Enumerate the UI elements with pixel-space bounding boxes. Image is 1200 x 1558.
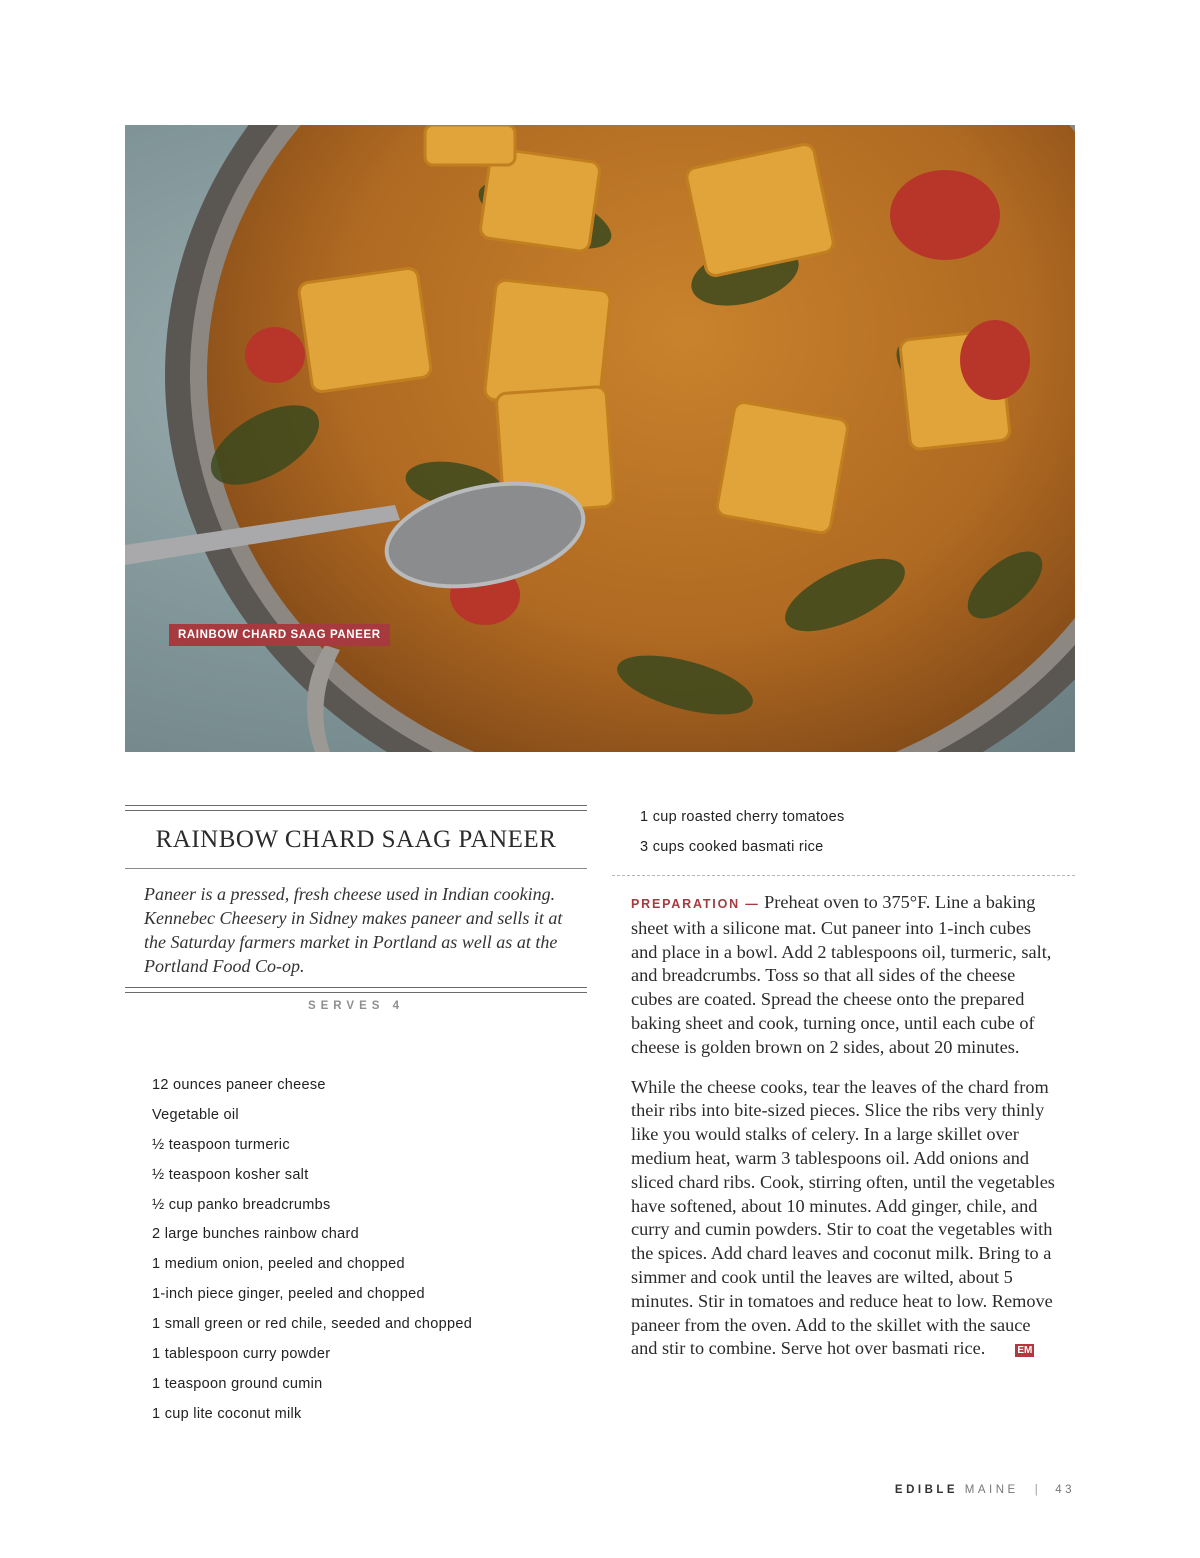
preparation-paragraph-1: [631, 891, 1061, 1060]
ingredient-item: 1 cup roasted cherry tomatoes: [640, 809, 845, 825]
recipe-intro: Paneer is a pressed, fresh cheese used in Indian cooking. Kennebec Cheesery in Sidney makes paneer and sells it at the Saturday farmers market in Portland as well as at the Portland Food Co-op.: [144, 884, 563, 976]
title-top-rule: [125, 805, 587, 811]
preparation-divider: [612, 875, 1075, 876]
title-bottom-rule: [125, 868, 587, 869]
page-number: 43: [1055, 1484, 1075, 1496]
footer-brand-bold: EDIBLE: [894, 1484, 959, 1496]
preparation-text-1: Preheat oven to 375°F. Line a baking sheet with a silicone mat. Cut paneer into 1-inch cubes and place in a bowl. Add 2 tablespoons oil, turmeric, salt, and breadcrumbs. Toss so that all sides of the cheese cubes are coated. Spread the cheese onto the prepared baking sheet and cook, turning once, until each cube of cheese is golden brown on 2 sides, about 20 minutes.: [631, 892, 1052, 1057]
ingredient-item: 1 teaspoon ground cumin: [152, 1375, 323, 1392]
ingredient-item: 1-inch piece ginger, peeled and chopped: [152, 1286, 425, 1303]
ingredient-item: Vegetable oil: [152, 1106, 239, 1123]
ingredient-item: 1 small green or red chile, seeded and chopped: [152, 1316, 473, 1333]
ingredient-item: 12 ounces paneer cheese: [152, 1077, 326, 1093]
ingredient-list-right: [640, 806, 845, 866]
intro-bottom-rule: [125, 987, 587, 993]
footer-brand-light: MAINE: [964, 1484, 1019, 1496]
ingredient-list-left: [152, 1074, 472, 1433]
preparation-text-2: While the cheese cooks, tear the leaves of the chard from their ribs into bite-sized pieces. Slice the ribs very thinly like you would stalks of celery. In a large skillet over medium heat, warm 3 tablespoons oil. Add onions and sliced chard ribs. Cook, stirring often, until the vegetables have softened, about 10 minutes. Add ginger, chile, and curry and cumin powders. Stir to coat the vegetables with the spices. Add chard leaves and coconut milk. Bring to a simmer and cook until the leaves are wilted, about 5 minutes. Stir in tomatoes and reduce heat to low. Remove paneer from the oven. Add to the skillet with the sauce and stir to combine. Serve hot over basmati rice.: [631, 1076, 1055, 1359]
saag-paneer-illustration: [125, 125, 1075, 752]
preparation-section: [631, 891, 1061, 1377]
serves-label: SERVES 4: [307, 1000, 405, 1012]
ingredient-item: ½ teaspoon kosher salt: [152, 1166, 309, 1183]
footer-separator: |: [1034, 1484, 1042, 1496]
recipe-title: RAINBOW CHARD SAAG PANEER: [155, 826, 557, 853]
page-footer: [895, 1484, 1075, 1496]
photo-caption: RAINBOW CHARD SAAG PANEER: [169, 624, 390, 646]
ingredient-item: ½ cup panko breadcrumbs: [152, 1196, 331, 1213]
edible-maine-end-mark: EM: [1017, 1344, 1033, 1356]
ingredient-item: 1 medium onion, peeled and chopped: [152, 1256, 405, 1273]
recipe-photo: [125, 125, 1075, 752]
ingredient-item: 1 cup lite coconut milk: [152, 1405, 302, 1422]
ingredient-item: 3 cups cooked basmati rice: [640, 838, 824, 855]
preparation-label: PREPARATION —: [631, 897, 760, 911]
ingredient-item: ½ teaspoon turmeric: [152, 1136, 290, 1153]
preparation-paragraph-2: [631, 1076, 1061, 1362]
ingredient-item: 2 large bunches rainbow chard: [152, 1226, 359, 1243]
ingredient-item: 1 tablespoon curry powder: [152, 1346, 331, 1363]
